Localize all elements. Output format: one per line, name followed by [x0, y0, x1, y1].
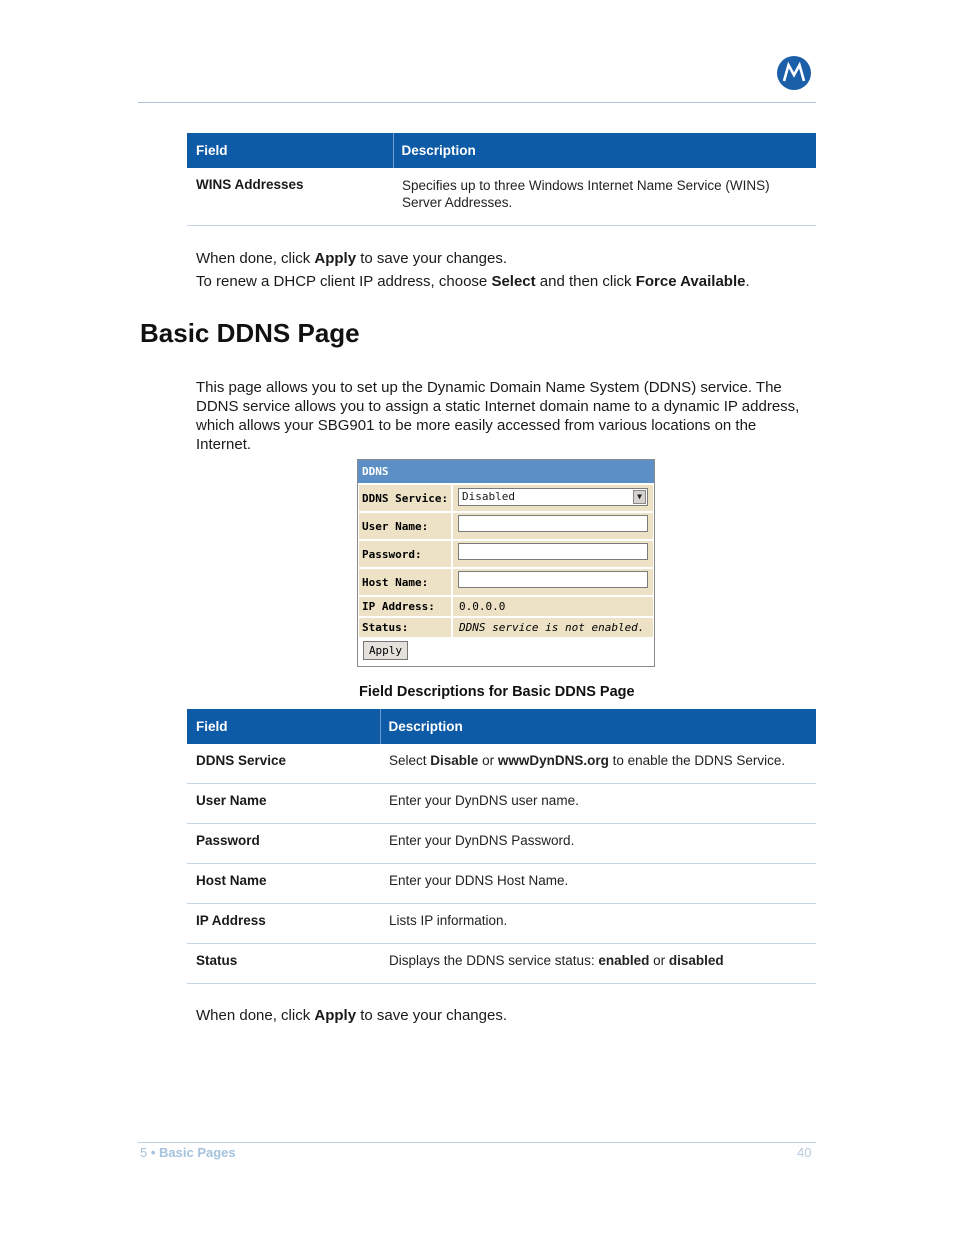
- force-available-keyword: Force Available: [635, 273, 746, 290]
- ip-address-row: [359, 597, 653, 616]
- table-row: [187, 944, 816, 984]
- table-row: [187, 744, 816, 784]
- status-row: [359, 618, 653, 637]
- ddns-service-label: DDNS Service:: [359, 485, 453, 511]
- renew-instruction: To renew a DHCP client IP address, choose Select and then click Force Available.: [196, 273, 750, 290]
- ddns-form: [357, 459, 655, 667]
- section-title: Basic DDNS Page: [140, 318, 360, 348]
- ddns-service-select[interactable]: Disabled ▼: [458, 488, 648, 506]
- password-input[interactable]: [458, 543, 648, 560]
- table-row: [187, 864, 816, 904]
- field-description: Specifies up to three Windows Internet Name Service (WINS) Server Addresses.: [393, 168, 816, 226]
- field-name: Host Name: [187, 864, 380, 904]
- apply-instruction: When done, click Apply to save your changes.: [196, 250, 507, 267]
- ip-address-value: 0.0.0.0: [459, 600, 506, 613]
- field-column-header: Field: [187, 133, 393, 168]
- password-label: Password:: [359, 541, 453, 567]
- page-number: 40: [797, 1145, 812, 1160]
- field-description: Enter your DynDNS Password.: [380, 824, 816, 864]
- footer-chapter: 5 • Basic Pages: [140, 1145, 236, 1160]
- field-description: Select Disable or wwwDynDNS.org to enable the DDNS Service.: [380, 744, 816, 784]
- description-column-header: Description: [380, 709, 816, 744]
- apply-keyword: Apply: [314, 1007, 357, 1024]
- table-row: [187, 168, 816, 226]
- user-name-input[interactable]: [458, 515, 648, 532]
- user-name-label: User Name:: [359, 513, 453, 539]
- apply-button[interactable]: Apply: [363, 641, 408, 660]
- select-keyword: Select: [491, 273, 536, 290]
- field-name: DDNS Service: [187, 744, 380, 784]
- apply-keyword: Apply: [314, 250, 357, 267]
- table-row: [187, 824, 816, 864]
- header-rule: [138, 102, 816, 103]
- field-name: Status: [187, 944, 380, 984]
- chevron-down-icon[interactable]: ▼: [633, 490, 646, 504]
- ddns-field-table: [187, 709, 816, 984]
- apply-instruction: When done, click Apply to save your changes.: [196, 1007, 507, 1024]
- field-description: Enter your DDNS Host Name.: [380, 864, 816, 904]
- footer-section-name: Basic Pages: [159, 1145, 236, 1160]
- host-name-input[interactable]: [458, 571, 648, 588]
- ip-address-label: IP Address:: [359, 597, 453, 616]
- field-description: Enter your DynDNS user name.: [380, 784, 816, 824]
- field-column-header: Field: [187, 709, 380, 744]
- field-name: WINS Addresses: [187, 168, 393, 226]
- field-name: IP Address: [187, 904, 380, 944]
- status-value: DDNS service is not enabled.: [459, 621, 645, 634]
- field-name: Password: [187, 824, 380, 864]
- table-row: [187, 904, 816, 944]
- field-name: User Name: [187, 784, 380, 824]
- field-description: Displays the DDNS service status: enabled or disabled: [380, 944, 816, 984]
- table-caption: Field Descriptions for Basic DDNS Page: [359, 684, 635, 700]
- table-row: [187, 784, 816, 824]
- status-label: Status:: [359, 618, 453, 637]
- footer-rule: [138, 1142, 816, 1143]
- field-description: Lists IP information.: [380, 904, 816, 944]
- description-column-header: Description: [393, 133, 816, 168]
- section-intro: This page allows you to set up the Dynamic Domain Name System (DDNS) service. The DDNS service allows you to assign a static Internet domain name to a dynamic IP address, which allows your SBG901 to be more easily accessed from various locations on the Internet.: [196, 379, 800, 453]
- wins-field-table: [187, 133, 816, 226]
- motorola-logo-icon: [777, 56, 811, 90]
- ddns-form-header: DDNS: [358, 460, 654, 483]
- host-name-label: Host Name:: [359, 569, 453, 595]
